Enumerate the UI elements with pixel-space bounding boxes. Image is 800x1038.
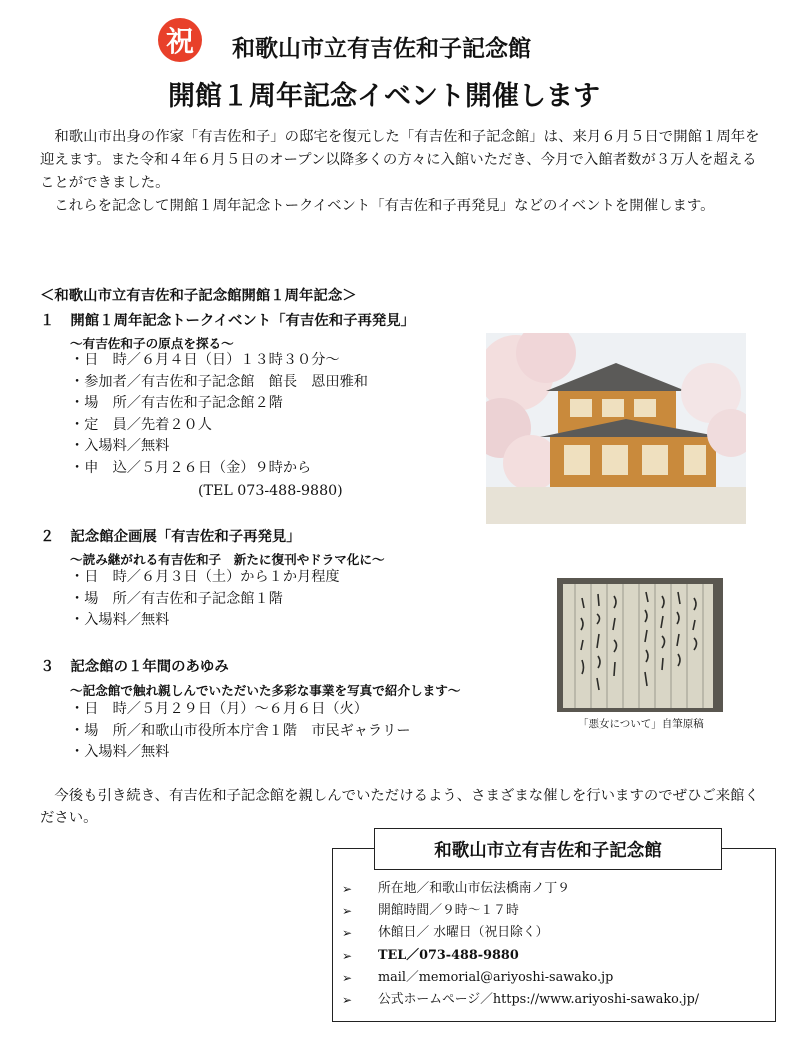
arrow-bullet-icon: ➢ xyxy=(342,926,353,941)
event-1-item: ・場 所／有吉佐和子記念館２階 xyxy=(70,395,283,412)
info-row-tel: ➢ TEL／073-488-9880 xyxy=(342,945,699,967)
event-3-subtitle: ～記念館で触れ親しんでいただいた多彩な事業を写真で紹介します～ xyxy=(70,683,461,698)
arrow-bullet-icon: ➢ xyxy=(342,948,353,963)
closing-paragraph xyxy=(40,785,764,829)
event-1-items xyxy=(70,350,368,480)
info-box-title: 和歌山市立有吉佐和子記念館 xyxy=(374,828,722,870)
event-1-title: 開館１周年記念トークイベント「有吉佐和子再発見」 xyxy=(70,313,416,329)
info-row-mail: ➢ mail／memorial@ariyoshi-sawako.jp xyxy=(342,967,699,989)
event-1-item: ・定 員／先着２０人 xyxy=(70,416,212,433)
event-2-subtitle: ～読み継がれる有吉佐和子 新たに復刊やドラマ化に～ xyxy=(70,552,385,567)
event-1-item: ・入場料／無料 xyxy=(70,438,170,455)
info-list xyxy=(342,878,699,1011)
event-1-number: １ xyxy=(40,313,55,329)
event-2-number: ２ xyxy=(40,529,55,545)
event-2-item: ・入場料／無料 xyxy=(70,612,170,629)
event-1-item: ・申 込／５月２６日（金）９時から xyxy=(70,459,312,476)
event-1-item: ・参加者／有吉佐和子記念館 館長 恩田雅和 xyxy=(70,373,368,390)
event-1-item: ・日 時／６月４日（日）１３時３０分～ xyxy=(70,352,340,368)
info-row-website: ➢ 公式ホームページ／https://www.ariyoshi-sawako.jp/ xyxy=(342,989,699,1011)
event-3-heading xyxy=(40,655,229,676)
manuscript-caption: 「悪女について」自筆原稿 xyxy=(578,718,704,730)
program-heading: ＜和歌山市立有吉佐和子記念館開館１周年記念＞ xyxy=(40,288,357,304)
arrow-bullet-icon: ➢ xyxy=(342,993,353,1008)
event-3-number: ３ xyxy=(40,659,55,675)
event-1-subtitle: ～有吉佐和子の原点を探る～ xyxy=(70,336,234,351)
arrow-bullet-icon: ➢ xyxy=(342,882,353,896)
event-2-item: ・場 所／有吉佐和子記念館１階 xyxy=(70,590,283,607)
manuscript-photo xyxy=(557,578,723,712)
page-title-event: 開館１周年記念イベント開催します xyxy=(168,81,600,112)
event-2-items xyxy=(70,567,340,632)
event-3-item: ・入場料／無料 xyxy=(70,744,170,761)
intro-paragraph-1: 和歌山市出身の作家「有吉佐和子」の邸宅を復元した「有吉佐和子記念館」は、来月６月５日で開館１周年を迎えます。また令和４年６月５日のオープン以降多くの方々に入館いただき、今月で入館者数が３万人を超えることができました。 xyxy=(40,129,760,191)
museum-house-photo xyxy=(486,333,746,524)
info-row-address: ➢ 所在地／和歌山市伝法橋南ノ丁９ xyxy=(342,878,699,900)
arrow-bullet-icon: ➢ xyxy=(342,970,353,985)
celebration-badge: 祝 xyxy=(158,18,202,62)
event-2-title: 記念館企画展「有吉佐和子再発見」 xyxy=(70,529,301,545)
intro-paragraph-2: これらを記念して開館１周年記念トークイベント「有吉佐和子再発見」などのイベントを開催します。 xyxy=(54,198,715,214)
arrow-bullet-icon: ➢ xyxy=(342,904,353,919)
event-3-item: ・日 時／５月２９日（月）～６月６日（火） xyxy=(70,701,368,717)
info-row-closed: ➢ 休館日／ 水曜日（祝日除く） xyxy=(342,922,699,944)
page-title-museum: 和歌山市立有吉佐和子記念館 xyxy=(232,36,531,62)
intro-paragraphs xyxy=(40,126,762,218)
event-3-title: 記念館の１年間のあゆみ xyxy=(70,659,229,675)
info-row-hours: ➢ 開館時間／９時～１７時 xyxy=(342,900,699,922)
event-3-items xyxy=(70,699,411,764)
event-1-heading xyxy=(40,309,415,330)
event-1-tel: (TEL 073-488-9880) xyxy=(198,483,343,499)
event-2-item: ・日 時／６月３日（土）から１か月程度 xyxy=(70,569,340,585)
event-2-heading xyxy=(40,525,301,546)
event-3-item: ・場 所／和歌山市役所本庁舎１階 市民ギャラリー xyxy=(70,722,411,739)
closing-text: 今後も引き続き、有吉佐和子記念館を親しんでいただけるよう、さまざまな催しを行いますのでぜひご来館ください。 xyxy=(40,788,759,826)
